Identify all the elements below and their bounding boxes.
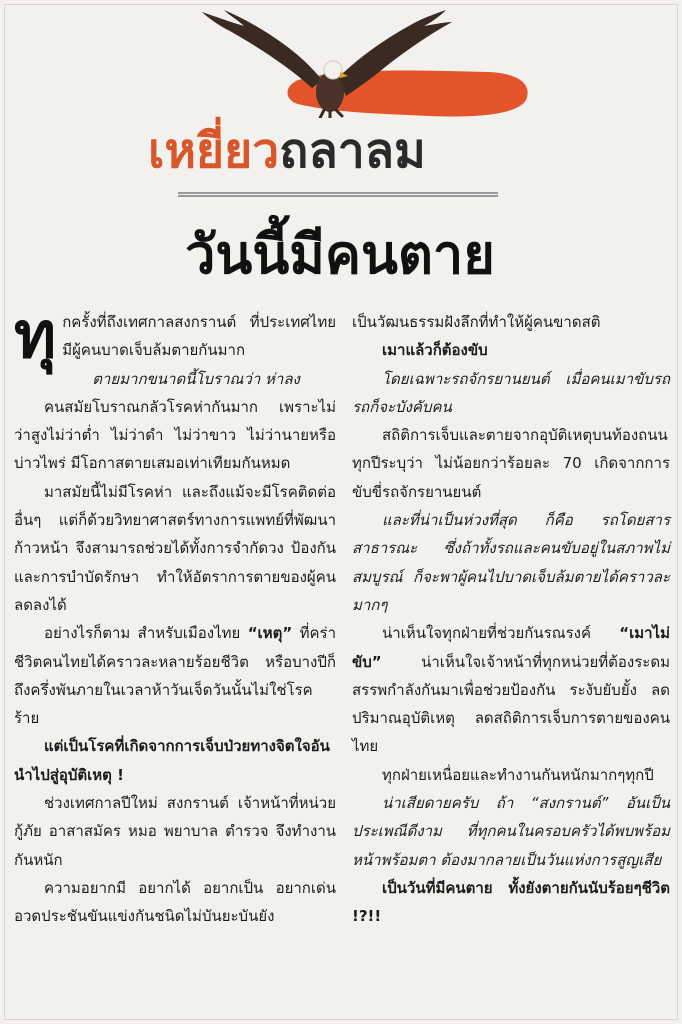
quoted-campaign-mao-mai-khap: “เมาไม่ขับ”	[352, 624, 670, 671]
paragraph-14	[352, 619, 670, 760]
drop-cap: ทุ	[14, 299, 57, 373]
paragraph-8: ความอยากมี อยากได้ อยากเป็น อยากเด่น อวดประชันขันแข่งกันชนิดไม่บันยะบันยัง	[14, 878, 336, 926]
right-column	[352, 308, 670, 931]
paragraph-6-emphasis: แต่เป็นโรคที่เกิดจากการเจ็บป่วยทางจิตใจอันนำไปสู่อุบัติเหตุ !	[14, 737, 330, 784]
paragraph-7: ช่วงเทศกาลปีใหม่ สงกรานต์ เจ้าหน้าที่หน่วยกู้ภัย อาสาสมัคร หมอ พยาบาล ตำรวจ จึงทำงานกันหนัก	[14, 794, 336, 869]
eagle-talons	[320, 110, 342, 118]
paragraph-5-text-a: อย่างไรก็ตาม สำหรับเมืองไทย	[44, 624, 248, 643]
paragraph-14-text-b: น่าเห็นใจเจ้าหน้าที่ทุกหน่วยที่ต้องระดมสรรพกำลังกันมาเพื่อช่วยป้องกัน ระงับยับยั้ง ลดปริมาณอุบัติเหตุ ลดสถิติการเจ็บการตายของคนไทย	[352, 652, 670, 756]
paragraph-4: มาสมัยนี้ไม่มีโรคห่า และถึงแม้จะมีโรคติดต่ออื่นๆ แต่ก็ด้วยวิทยาศาสตร์ทางการแพทย์ที่พัฒนาก้าวหน้า จึงสามารถช่วยได้ทั้งการจำกัดวง ป้องกันและการบำบัดรักษา ทำให้อัตราการตายของผู้คนลดลงได้	[14, 482, 336, 614]
paragraph-3: คนสมัยโบราณกลัวโรคห่ากันมาก เพราะไม่ว่าสูงไม่ว่าต่ำ ไม่ว่าดำ ไม่ว่าขาว ไม่ว่านายหรือบ่าวไพร่ มีโอกาสตายเสมอเท่าเทียมกันหมด	[14, 397, 336, 473]
paragraph-15: ทุกฝ่ายเหนื่อยและทำงานกันหนักมากๆทุกปี	[382, 765, 654, 784]
paragraph-13: และที่น่าเป็นห่วงที่สุด ก็คือ รถโดยสารสาธารณะ ซึ่งถ้าทั้งรถและคนขับอยู่ในสภาพไม่สมบูรณ์ ก็จะพาผู้คนไปบาดเจ็บล้มตายได้คราวละมากๆ	[352, 511, 670, 614]
column-name	[148, 118, 426, 184]
eagle-icon	[190, 8, 535, 118]
paragraph-1-text: กครั้งที่ถึงเทศกาลสงกรานต์ ที่ประเทศไทยมีผู้คนบาดเจ็บล้มตายกันมาก	[62, 313, 336, 360]
paragraph-14-text-a: น่าเห็นใจทุกฝ่ายที่ช่วยกันรณรงค์	[382, 624, 620, 643]
paragraph-9: เป็นวัฒนธรรมฝังลึกที่ทำให้ผู้คนขาดสติ	[352, 313, 601, 331]
column-name-part-1: เหยี่ยว	[148, 123, 280, 179]
paragraph-5-text-b: ที่คร่าชีวิตคนไทยได้คราวละหลายร้อยชีวิต หรือบางปีก็ถึงครึ่งพันภายในเวลาห้าวันเจ็ดวันนั้นไม่ใช่โรคร้าย	[14, 624, 336, 728]
paragraph-11: โดยเฉพาะรถจักรยานยนต์ เมื่อคนเมาขับรถ รถก็จะบังคับคน	[352, 369, 670, 416]
column-name-part-2: ถลาลม	[279, 123, 426, 179]
quoted-term-hetu: “เหตุ”	[247, 624, 293, 643]
left-column	[14, 299, 336, 931]
paragraph-16: น่าเสียดายครับ ถ้า “สงกรานต์” อันเป็นประเพณีดีงาม ที่ทุกคนในครอบครัวได้พบพร้อมหน้าพร้อมตา ต้องมากลายเป็นวันแห่งการสูญเสีย	[352, 794, 670, 869]
paragraph-1	[14, 299, 336, 373]
paragraph-5	[14, 619, 336, 732]
eagle-wing-left	[202, 10, 322, 88]
paragraph-2: ตายมากขนาดนี้โบราณว่า ห่าลง	[92, 369, 300, 388]
eagle-head	[324, 61, 342, 79]
column-logo	[190, 8, 535, 118]
paragraph-10-emphasis: เมาแล้วก็ต้องขับ	[382, 341, 488, 360]
masthead-rule	[178, 192, 498, 197]
article-headline: วันนี้มีคนตาย	[185, 223, 495, 286]
paragraph-12: สถิติการเจ็บและตายจากอุบัติเหตุบนท้องถนนทุกปีระบุว่า ไม่น้อยกว่าร้อยละ 70 เกิดจากการขับขี่รถจักรยานยนต์	[352, 426, 670, 501]
paragraph-17-closing: เป็นวันที่มีคนตาย ทั้งยังตายกันนับร้อยๆชีวิต !?!!	[352, 878, 670, 926]
